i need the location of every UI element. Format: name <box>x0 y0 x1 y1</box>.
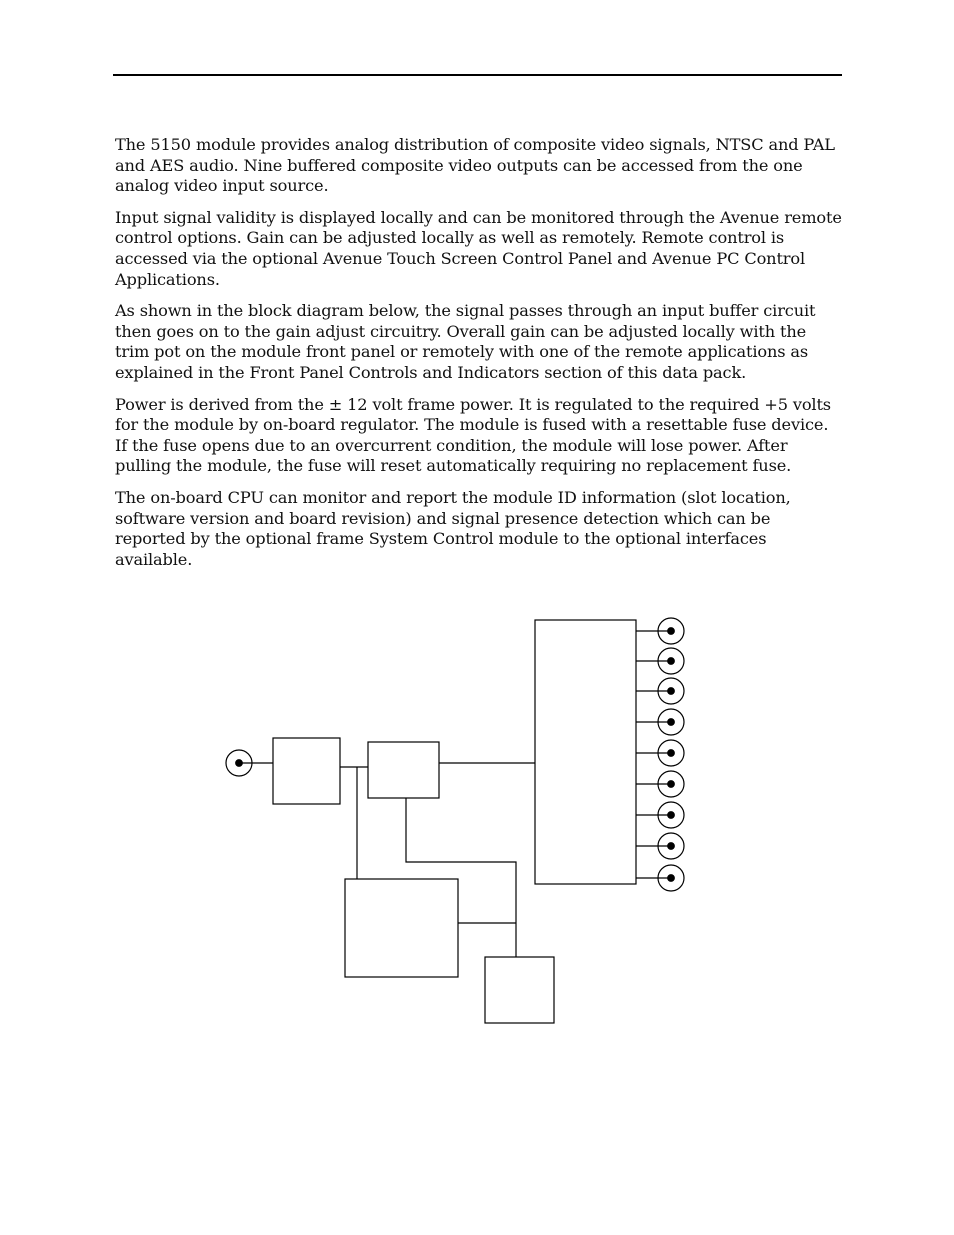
paragraph-power: Power is derived from the ± 12 volt frame power. It is regulated to the required +5 volts for the module by on-board regulator. The module is fused with a resettable fuse device. If the fuse opens due to an overcurrent condition, the module will lose power. After pulling the module, the fuse will reset automatically requiring no replacement fuse. <box>115 394 831 476</box>
output-bnc-6 <box>636 771 684 797</box>
output-bnc-7 <box>636 802 684 828</box>
output-bnc-8 <box>636 833 684 859</box>
paragraph-signal-validity: Input signal validity is displayed locally and can be monitored through the Avenue remote control options. Gain can be adjusted locally as well as remotely. Remote control is accessed via the optional Avenue Touch Screen Control Panel and Avenue PC Control Applications. <box>115 207 842 289</box>
output-bnc-1 <box>636 618 684 644</box>
output-bnc-9 <box>636 865 684 891</box>
input-buffer-block <box>273 738 340 804</box>
power-regulator-block <box>485 957 554 1023</box>
paragraph-cpu: The on-board CPU can monitor and report the module ID information (slot location, software version and board revision) and signal presence detection which can be reported by the optional frame System Control module to the optional interfaces available. <box>115 487 791 569</box>
output-bnc-2 <box>636 648 684 674</box>
gain-adjust-block <box>368 742 439 798</box>
output-bnc-5 <box>636 740 684 766</box>
output-distribution-block <box>535 620 636 884</box>
cpu-block <box>345 879 458 977</box>
paragraph-signal-path: As shown in the block diagram below, the signal passes through an input buffer circuit then goes on to the gain adjust circuitry. Overall gain can be adjusted locally with the trim pot on the module front panel or remotely with one of the remote applications as explained in the Front Panel Controls and Indicators section of this data pack. <box>115 301 816 382</box>
gain-to-cpu-line <box>406 798 516 923</box>
output-bnc-4 <box>636 709 684 735</box>
output-bnc-3 <box>636 678 684 704</box>
paragraph-overview: The 5150 module provides analog distribution of composite video signals, NTSC and PAL and AES audio. Nine buffered composite video outputs can be accessed from the one analog video input source. <box>115 135 835 196</box>
